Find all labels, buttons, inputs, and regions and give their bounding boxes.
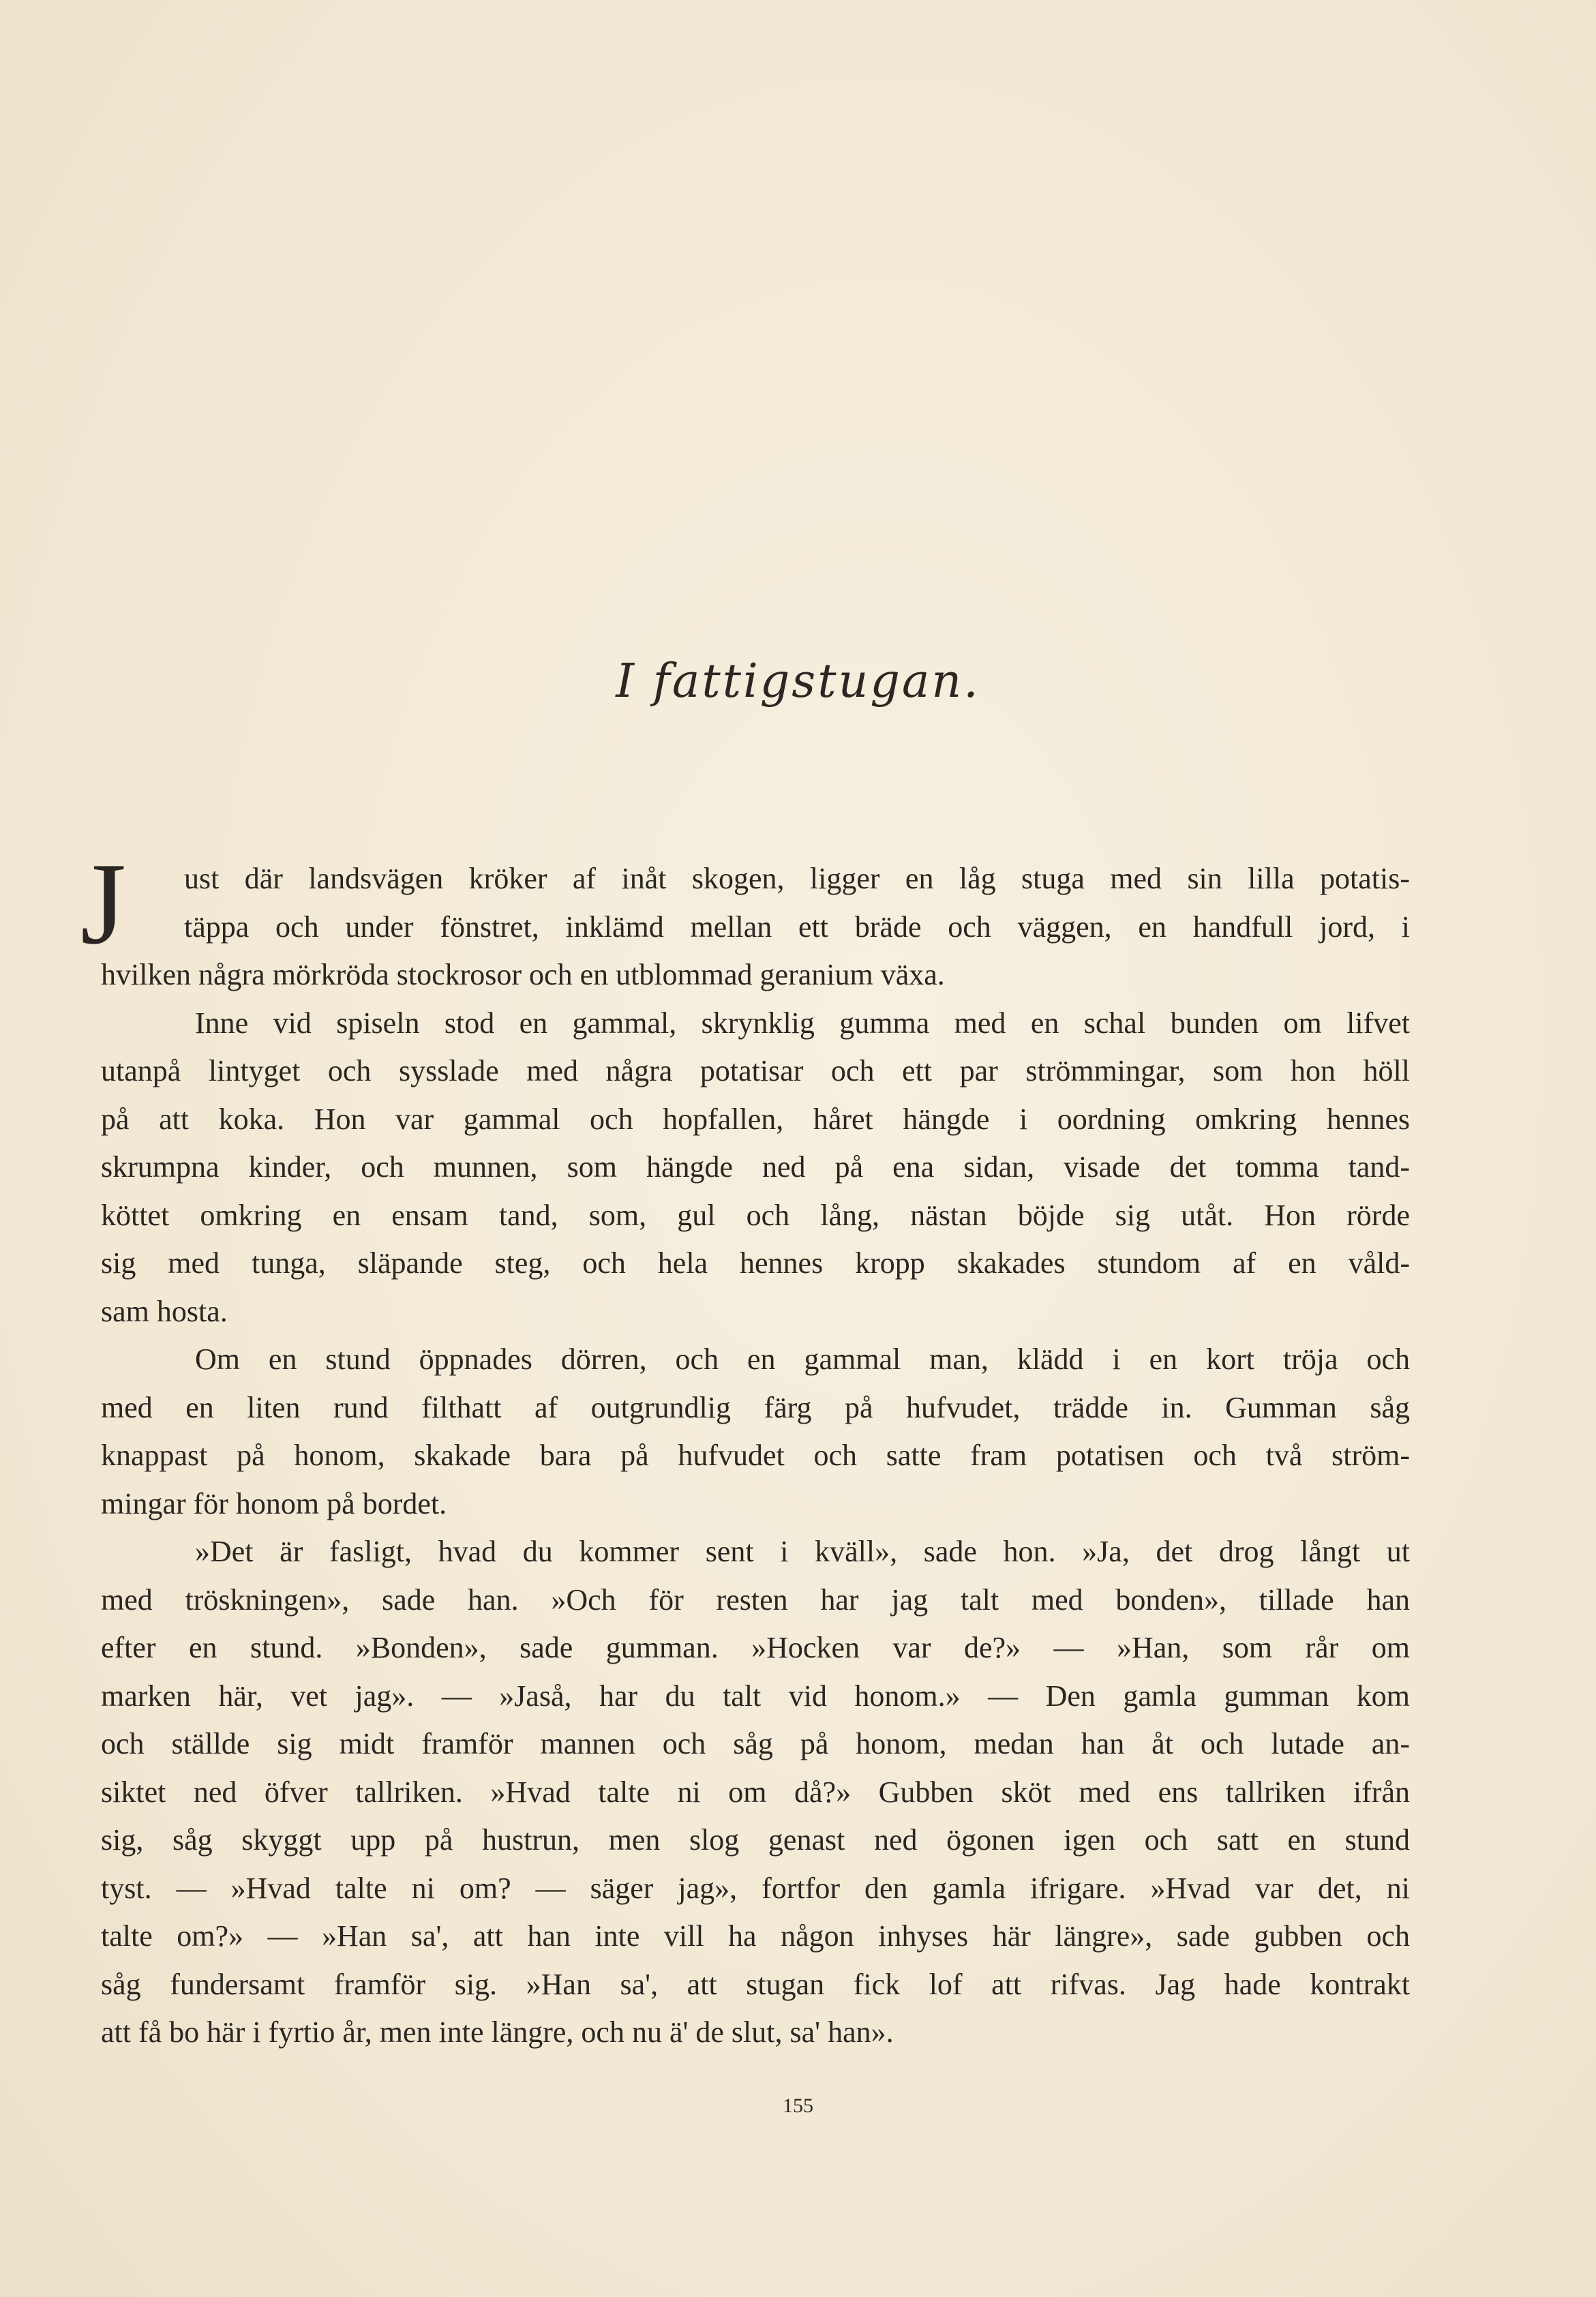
text-line: sig med tunga, släpande steg, och hela hennes kropp skakades stundom af en våld-	[101, 1246, 1410, 1280]
chapter-title: I fattigstugan.	[616, 655, 980, 708]
text-line: skrumpna kinder, och munnen, som hängde ned på ena sidan, visade det tomma tand-	[101, 1150, 1410, 1184]
page-number: 155	[783, 2095, 813, 2117]
text-line: tyst. — »Hvad talte ni om? — säger jag», fortfor den gamla ifrigare. »Hvad var det, ni	[101, 1871, 1410, 1905]
text-line: hvilken några mörkröda stockrosor och en utblommad geranium växa.	[101, 958, 945, 991]
text-line: knappast på honom, skakade bara på hufvudet och satte fram potatisen och två ström-	[101, 1439, 1410, 1472]
text-line: siktet ned öfver tallriken. »Hvad talte ni om då?» Gubben sköt med ens tallriken ifrån	[101, 1775, 1410, 1809]
text-line: efter en stund. »Bonden», sade gumman. »Hocken var de?» — »Han, som rår om	[101, 1631, 1410, 1664]
text-line: köttet omkring en ensam tand, som, gul och lång, nästan böjde sig utåt. Hon rörde	[101, 1198, 1410, 1232]
text-line: sam hosta.	[101, 1294, 228, 1328]
text-line: »Det är fasligt, hvad du kommer sent i kväll», sade hon. »Ja, det drog långt ut	[195, 1535, 1410, 1568]
text-line: såg fundersamt framför sig. »Han sa', att stugan fick lof att rifvas. Jag hade kontrakt	[101, 1967, 1410, 2001]
text-line: ust där landsvägen kröker af inåt skogen, ligger en låg stuga med sin lilla potatis-	[184, 862, 1410, 895]
text-line: Om en stund öppnades dörren, och en gammal man, klädd i en kort tröja och	[195, 1342, 1410, 1376]
text-line: utanpå lintyget och sysslade med några potatisar och ett par strömmingar, som hon höll	[101, 1054, 1410, 1087]
text-line: med en liten rund filthatt af outgrundlig färg på hufvudet, trädde in. Gumman såg	[101, 1390, 1410, 1424]
text-line: talte om?» — »Han sa', att han inte vill ha någon inhyses här längre», sade gubben och	[101, 1919, 1410, 1953]
text-line: med tröskningen», sade han. »Och för resten har jag talt med bonden», tillade han	[101, 1582, 1410, 1617]
text-line: att få bo här i fyrtio år, men inte längre, och nu ä' de slut, sa' han».	[101, 2015, 894, 2049]
text-line: och ställde sig midt framför mannen och såg på honom, medan han åt och lutade an-	[101, 1727, 1410, 1760]
text-line: sig, såg skyggt upp på hustrun, men slog genast ned ögonen igen och satt en stund	[101, 1823, 1410, 1857]
body-text	[101, 855, 1410, 2057]
text-line: marken här, vet jag». — »Jaså, har du talt vid honom.» — Den gamla gumman kom	[101, 1679, 1410, 1713]
text-line: på att koka. Hon var gammal och hopfallen, håret hängde i oordning omkring hennes	[101, 1102, 1410, 1136]
text-line: Inne vid spiseln stod en gammal, skrynklig gumma med en schal bunden om lifvet	[195, 1006, 1410, 1040]
drop-cap-initial: J	[80, 839, 126, 969]
text-line: mingar för honom på bordet.	[101, 1486, 447, 1520]
text-line: täppa och under fönstret, inklämd mellan ett bräde och väggen, en handfull jord, i	[184, 910, 1410, 944]
